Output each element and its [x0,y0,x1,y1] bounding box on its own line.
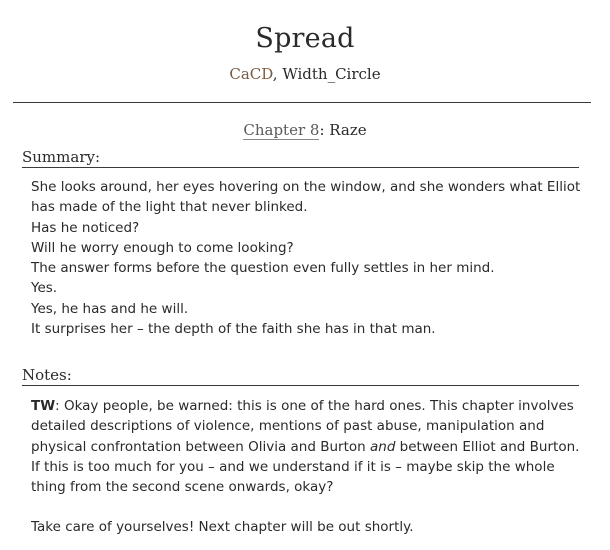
summary-line: Has he noticed? [31,219,140,236]
paragraph-gap [31,497,586,517]
notes-emphasis: and [369,438,396,455]
trigger-warning-label: TW [31,398,56,414]
notes-paragraph: Take care of yourselves! Next chapter will be out shortly. [31,519,414,536]
notes-text [31,396,586,538]
notes-text-part: between Elliot and Burton. If this is too much for you – and we understand if it is – maybe skip the whole thing from the second scene onwards, okay? [31,438,580,496]
summary-heading: Summary: [22,148,579,168]
chapter-separator: : [319,121,330,139]
chapter-name: Raze [329,121,367,139]
chapter-title [0,120,610,140]
author-link[interactable]: Width_Circle [282,65,381,83]
summary-line: Yes, he has and he will. [31,300,189,317]
summary-line: Yes. [31,280,58,297]
work-byline [0,64,610,84]
summary-line: She looks around, her eyes hovering on the window, and she wonders what Elliot has made of the light that never blinked. [31,179,581,216]
chapter-link[interactable]: Chapter 8 [243,121,320,139]
notes-text-part: : Okay people, be warned: this is one of the hard ones. This chapter involves detailed descriptions of violence, mentions of past abuse, manipulation and physical confrontation between Olivia and Burton [31,398,574,455]
work-title: Spread [255,23,355,54]
fandom-link[interactable]: CaCD [229,65,273,83]
summary-line: It surprises her – the depth of the faith she has in that man. [31,321,436,338]
summary-text [31,177,586,339]
byline-separator: , [272,65,283,83]
summary-line: The answer forms before the question even fully settles in her mind. [31,260,495,277]
summary-line: Will he worry enough to come looking? [31,239,294,256]
notes-paragraph [31,396,586,497]
header-divider [13,102,591,103]
notes-heading: Notes: [22,366,579,386]
